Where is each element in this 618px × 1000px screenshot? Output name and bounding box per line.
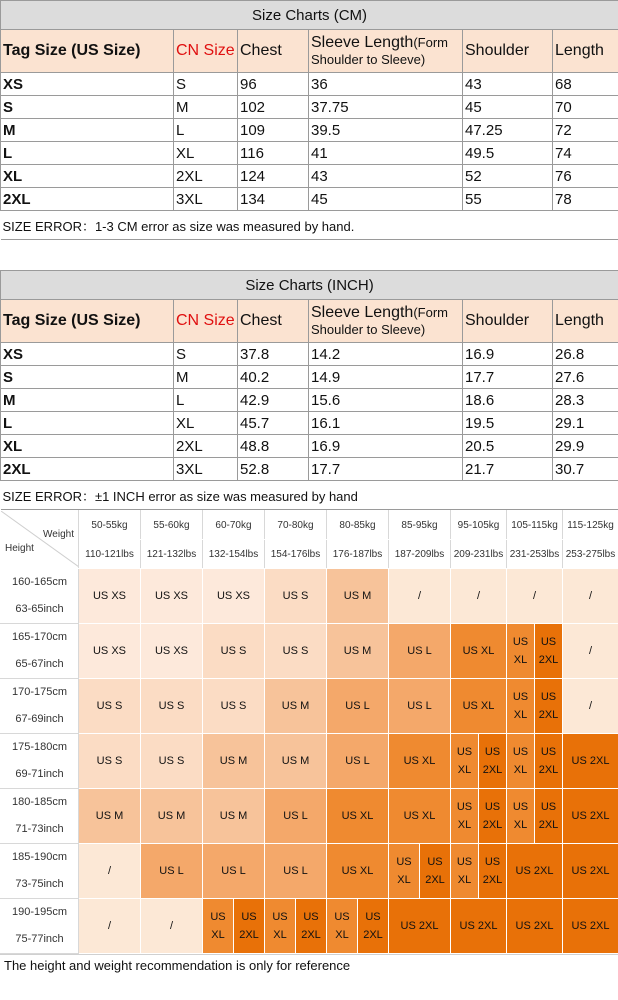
weight-kg-header: 50-55kg bbox=[79, 511, 141, 540]
weight-lbs-header: 132-154lbs bbox=[203, 540, 265, 569]
cm-chest-cell: 109 bbox=[238, 119, 309, 142]
height-header bbox=[1, 844, 79, 899]
recommendation-cell: US L bbox=[327, 734, 389, 789]
recommendation-subcell: US 2XL bbox=[357, 899, 388, 953]
recommendation-cell bbox=[389, 844, 451, 899]
cm-cn-size-cell: S bbox=[174, 73, 238, 96]
recommendation-cell bbox=[265, 899, 327, 954]
recommendation-cell: US 2XL bbox=[563, 734, 618, 789]
recommendation-cell: US L bbox=[203, 844, 265, 899]
recommendation-subcell: US 2XL bbox=[419, 844, 450, 898]
cm-sleeve-cell: 39.5 bbox=[309, 119, 463, 142]
inch-cn-size-cell: L bbox=[174, 389, 238, 412]
height-cm-label: 180-185cm bbox=[11, 796, 68, 808]
cm-cn-size-cell: M bbox=[174, 96, 238, 119]
recommendation-subcell: US 2XL bbox=[295, 899, 326, 953]
inch-chest-cell: 42.9 bbox=[238, 389, 309, 412]
recommendation-subcell: US XL bbox=[203, 899, 233, 953]
recommendation-cell bbox=[203, 899, 265, 954]
recommendation-cell: US L bbox=[265, 789, 327, 844]
recommendation-cell: / bbox=[141, 899, 203, 954]
cm-sleeve-cell: 37.75 bbox=[309, 96, 463, 119]
inch-chest-cell: 48.8 bbox=[238, 435, 309, 458]
recommendation-subcell: US XL bbox=[507, 624, 534, 678]
inch-shoulder-cell: 19.5 bbox=[463, 412, 553, 435]
cm-chart-title: Size Charts (CM) bbox=[1, 1, 618, 30]
height-inch-label: 63-65inch bbox=[15, 603, 64, 615]
grid-corner-header bbox=[1, 511, 79, 569]
cm-header-row bbox=[1, 30, 618, 73]
cm-chest-cell: 134 bbox=[238, 188, 309, 211]
height-row bbox=[1, 844, 618, 899]
recommendation-cell: / bbox=[563, 624, 618, 679]
recommendation-cell: US 2XL bbox=[563, 899, 618, 954]
recommendation-cell: US S bbox=[79, 734, 141, 789]
recommendation-cell: US M bbox=[327, 569, 389, 624]
cm-header-tag: Tag Size (US Size) bbox=[1, 30, 174, 73]
inch-header-shoulder: Shoulder bbox=[463, 300, 553, 343]
cm-sleeve-cell: 45 bbox=[309, 188, 463, 211]
recommendation-cell: US XL bbox=[451, 624, 507, 679]
recommendation-subcell: US 2XL bbox=[534, 679, 562, 733]
recommendation-cell: US S bbox=[203, 624, 265, 679]
recommendation-cell: US M bbox=[203, 734, 265, 789]
cm-chest-cell: 116 bbox=[238, 142, 309, 165]
cm-sleeve-cell: 43 bbox=[309, 165, 463, 188]
weight-lbs-header: 176-187lbs bbox=[327, 540, 389, 569]
recommendation-cell: US XL bbox=[451, 679, 507, 734]
weight-kg-header: 95-105kg bbox=[451, 511, 507, 540]
height-row bbox=[1, 899, 618, 954]
cm-cn-size-cell: 2XL bbox=[174, 165, 238, 188]
recommendation-subcell: US 2XL bbox=[478, 844, 506, 898]
weight-lbs-header: 209-231lbs bbox=[451, 540, 507, 569]
cm-length-cell: 68 bbox=[553, 73, 618, 96]
recommendation-cell bbox=[507, 679, 563, 734]
inch-tag-size-cell: XS bbox=[1, 343, 174, 366]
cm-chest-cell: 124 bbox=[238, 165, 309, 188]
cm-shoulder-cell: 47.25 bbox=[463, 119, 553, 142]
cm-chest-cell: 96 bbox=[238, 73, 309, 96]
weight-kg-header: 80-85kg bbox=[327, 511, 389, 540]
inch-length-cell: 30.7 bbox=[553, 458, 618, 481]
cm-header-chest: Chest bbox=[238, 30, 309, 73]
cm-header-cn: CN Size bbox=[174, 30, 238, 73]
recommendation-cell: US M bbox=[265, 679, 327, 734]
inch-chest-cell: 52.8 bbox=[238, 458, 309, 481]
inch-tag-size-cell: 2XL bbox=[1, 458, 174, 481]
recommendation-cell: US XS bbox=[203, 569, 265, 624]
weight-kg-header: 70-80kg bbox=[265, 511, 327, 540]
inch-sleeve-cell: 16.9 bbox=[309, 435, 463, 458]
inch-tag-size-cell: XL bbox=[1, 435, 174, 458]
inch-header-sleeve: Sleeve Length(Form Shoulder to Sleeve) bbox=[309, 300, 463, 343]
cm-length-cell: 74 bbox=[553, 142, 618, 165]
recommendation-cell bbox=[507, 789, 563, 844]
inch-shoulder-cell: 16.9 bbox=[463, 343, 553, 366]
height-header bbox=[1, 899, 79, 954]
inch-sleeve-cell: 16.1 bbox=[309, 412, 463, 435]
recommendation-cell: US S bbox=[203, 679, 265, 734]
recommendation-cell: US L bbox=[389, 624, 451, 679]
recommendation-cell: US S bbox=[141, 734, 203, 789]
weight-kg-header: 55-60kg bbox=[141, 511, 203, 540]
recommendation-cell: US 2XL bbox=[563, 789, 618, 844]
inch-size-row bbox=[1, 458, 618, 481]
weight-kg-header: 60-70kg bbox=[203, 511, 265, 540]
inch-header-chest: Chest bbox=[238, 300, 309, 343]
cm-sleeve-cell: 36 bbox=[309, 73, 463, 96]
weight-lbs-header: 154-176lbs bbox=[265, 540, 327, 569]
height-header bbox=[1, 569, 79, 624]
recommendation-subcell: US 2XL bbox=[534, 789, 562, 843]
inch-size-error-note: SIZE ERROR：±1 INCH error as size was measured by hand bbox=[1, 481, 618, 510]
cm-size-row bbox=[1, 165, 618, 188]
recommendation-subcell: US XL bbox=[389, 844, 419, 898]
height-cm-label: 165-170cm bbox=[11, 631, 68, 643]
cm-header-length: Length bbox=[553, 30, 618, 73]
height-inch-label: 75-77inch bbox=[15, 933, 64, 945]
recommendation-cell: / bbox=[389, 569, 451, 624]
cm-tag-size-cell: S bbox=[1, 96, 174, 119]
height-cm-label: 185-190cm bbox=[11, 851, 68, 863]
cm-size-row bbox=[1, 119, 618, 142]
inch-header-cn: CN Size bbox=[174, 300, 238, 343]
recommendation-cell: US S bbox=[79, 679, 141, 734]
height-row bbox=[1, 789, 618, 844]
recommendation-subcell: US 2XL bbox=[478, 734, 506, 788]
inch-size-row bbox=[1, 343, 618, 366]
height-row bbox=[1, 569, 618, 624]
cm-chest-cell: 102 bbox=[238, 96, 309, 119]
height-cm-label: 175-180cm bbox=[11, 741, 68, 753]
height-header bbox=[1, 734, 79, 789]
height-inch-label: 73-75inch bbox=[15, 878, 64, 890]
height-header bbox=[1, 624, 79, 679]
recommendation-cell bbox=[507, 734, 563, 789]
inch-length-cell: 29.1 bbox=[553, 412, 618, 435]
cm-shoulder-cell: 49.5 bbox=[463, 142, 553, 165]
cm-tag-size-cell: XS bbox=[1, 73, 174, 96]
recommendation-subcell: US 2XL bbox=[233, 899, 264, 953]
inch-chest-cell: 40.2 bbox=[238, 366, 309, 389]
inch-cn-size-cell: 2XL bbox=[174, 435, 238, 458]
inch-header-tag: Tag Size (US Size) bbox=[1, 300, 174, 343]
cm-length-cell: 76 bbox=[553, 165, 618, 188]
recommendation-cell: / bbox=[507, 569, 563, 624]
recommendation-subcell: US 2XL bbox=[534, 624, 562, 678]
inch-size-row bbox=[1, 435, 618, 458]
inch-chart-title: Size Charts (INCH) bbox=[1, 271, 618, 300]
recommendation-subcell: US 2XL bbox=[534, 734, 562, 788]
recommendation-cell: US M bbox=[327, 624, 389, 679]
weight-lbs-header: 110-121lbs bbox=[79, 540, 141, 569]
inch-chest-cell: 37.8 bbox=[238, 343, 309, 366]
inch-shoulder-cell: 17.7 bbox=[463, 366, 553, 389]
height-cm-label: 160-165cm bbox=[11, 576, 68, 588]
inch-tag-size-cell: M bbox=[1, 389, 174, 412]
inch-cn-size-cell: 3XL bbox=[174, 458, 238, 481]
recommendation-cell: US XS bbox=[79, 569, 141, 624]
weight-lbs-header: 121-132lbs bbox=[141, 540, 203, 569]
weight-lbs-header: 187-209lbs bbox=[389, 540, 451, 569]
inch-size-row bbox=[1, 389, 618, 412]
recommendation-cell: US L bbox=[141, 844, 203, 899]
cm-cn-size-cell: 3XL bbox=[174, 188, 238, 211]
height-cm-label: 170-175cm bbox=[11, 686, 68, 698]
recommendation-cell: US 2XL bbox=[507, 844, 563, 899]
inch-cn-size-cell: M bbox=[174, 366, 238, 389]
height-row bbox=[1, 624, 618, 679]
recommendation-cell: US XS bbox=[141, 624, 203, 679]
weight-lbs-header: 253-275lbs bbox=[563, 540, 618, 569]
cm-cn-size-cell: XL bbox=[174, 142, 238, 165]
recommendation-subcell: US XL bbox=[507, 789, 534, 843]
recommendation-cell: US XS bbox=[141, 569, 203, 624]
cm-cn-size-cell: L bbox=[174, 119, 238, 142]
recommendation-cell: US L bbox=[265, 844, 327, 899]
recommendation-cell: US XS bbox=[79, 624, 141, 679]
recommendation-cell bbox=[451, 789, 507, 844]
recommendation-cell: US 2XL bbox=[563, 844, 618, 899]
height-row bbox=[1, 734, 618, 789]
height-inch-label: 65-67inch bbox=[15, 658, 64, 670]
weight-kg-header: 115-125kg bbox=[563, 511, 618, 540]
size-chart-cm bbox=[0, 0, 618, 240]
inch-length-cell: 27.6 bbox=[553, 366, 618, 389]
recommendation-subcell: US XL bbox=[507, 679, 534, 733]
height-axis-label: Height bbox=[5, 543, 34, 554]
cm-size-row bbox=[1, 73, 618, 96]
inch-shoulder-cell: 18.6 bbox=[463, 389, 553, 412]
recommendation-cell: US S bbox=[265, 624, 327, 679]
height-header bbox=[1, 679, 79, 734]
recommendation-cell: / bbox=[563, 679, 618, 734]
inch-cn-size-cell: XL bbox=[174, 412, 238, 435]
height-cm-label: 190-195cm bbox=[11, 906, 68, 918]
recommendation-subcell: US XL bbox=[265, 899, 295, 953]
recommendation-cell: US M bbox=[141, 789, 203, 844]
height-inch-label: 69-71inch bbox=[15, 768, 64, 780]
cm-size-row bbox=[1, 188, 618, 211]
recommendation-cell: / bbox=[451, 569, 507, 624]
height-weight-recommendation bbox=[0, 510, 618, 954]
cm-length-cell: 72 bbox=[553, 119, 618, 142]
inch-tag-size-cell: L bbox=[1, 412, 174, 435]
recommendation-subcell: US XL bbox=[327, 899, 357, 953]
height-inch-label: 71-73inch bbox=[15, 823, 64, 835]
inch-length-cell: 26.8 bbox=[553, 343, 618, 366]
inch-sleeve-cell: 17.7 bbox=[309, 458, 463, 481]
recommendation-cell: / bbox=[563, 569, 618, 624]
weight-kg-header: 85-95kg bbox=[389, 511, 451, 540]
cm-shoulder-cell: 45 bbox=[463, 96, 553, 119]
cm-size-row bbox=[1, 96, 618, 119]
cm-size-error-note: SIZE ERROR：1-3 CM error as size was measured by hand. bbox=[1, 211, 618, 240]
recommendation-cell bbox=[327, 899, 389, 954]
cm-shoulder-cell: 55 bbox=[463, 188, 553, 211]
cm-header-shoulder: Shoulder bbox=[463, 30, 553, 73]
recommendation-cell: US M bbox=[203, 789, 265, 844]
recommendation-cell bbox=[451, 734, 507, 789]
recommendation-subcell: US XL bbox=[451, 789, 478, 843]
cm-tag-size-cell: 2XL bbox=[1, 188, 174, 211]
recommendation-cell: / bbox=[79, 899, 141, 954]
recommendation-cell: US XL bbox=[327, 789, 389, 844]
recommendation-cell: US M bbox=[265, 734, 327, 789]
recommendation-cell: US S bbox=[141, 679, 203, 734]
inch-sleeve-cell: 14.9 bbox=[309, 366, 463, 389]
cm-tag-size-cell: L bbox=[1, 142, 174, 165]
recommendation-cell: US XL bbox=[389, 789, 451, 844]
recommendation-subcell: US XL bbox=[507, 734, 534, 788]
inch-header-row bbox=[1, 300, 618, 343]
inch-header-length: Length bbox=[553, 300, 618, 343]
inch-cn-size-cell: S bbox=[174, 343, 238, 366]
recommendation-cell bbox=[507, 624, 563, 679]
inch-length-cell: 28.3 bbox=[553, 389, 618, 412]
inch-length-cell: 29.9 bbox=[553, 435, 618, 458]
recommendation-cell: US XL bbox=[327, 844, 389, 899]
inch-shoulder-cell: 20.5 bbox=[463, 435, 553, 458]
recommendation-cell: US 2XL bbox=[389, 899, 451, 954]
inch-size-row bbox=[1, 412, 618, 435]
cm-length-cell: 70 bbox=[553, 96, 618, 119]
height-header bbox=[1, 789, 79, 844]
cm-tag-size-cell: XL bbox=[1, 165, 174, 188]
cm-length-cell: 78 bbox=[553, 188, 618, 211]
recommendation-cell: US L bbox=[389, 679, 451, 734]
cm-size-row bbox=[1, 142, 618, 165]
inch-size-row bbox=[1, 366, 618, 389]
inch-tag-size-cell: S bbox=[1, 366, 174, 389]
size-chart-inch bbox=[0, 270, 618, 510]
height-inch-label: 67-69inch bbox=[15, 713, 64, 725]
recommendation-cell: US 2XL bbox=[507, 899, 563, 954]
recommendation-subcell: US XL bbox=[451, 844, 478, 898]
inch-chest-cell: 45.7 bbox=[238, 412, 309, 435]
height-row bbox=[1, 679, 618, 734]
weight-kg-header: 105-115kg bbox=[507, 511, 563, 540]
inch-sleeve-cell: 14.2 bbox=[309, 343, 463, 366]
inch-shoulder-cell: 21.7 bbox=[463, 458, 553, 481]
cm-sleeve-cell: 41 bbox=[309, 142, 463, 165]
recommendation-cell bbox=[451, 844, 507, 899]
recommendation-cell: US XL bbox=[389, 734, 451, 789]
inch-sleeve-cell: 15.6 bbox=[309, 389, 463, 412]
recommendation-cell: / bbox=[79, 844, 141, 899]
cm-tag-size-cell: M bbox=[1, 119, 174, 142]
recommendation-footnote: The height and weight recommendation is only for reference bbox=[0, 954, 618, 977]
recommendation-cell: US M bbox=[79, 789, 141, 844]
weight-axis-label: Weight bbox=[43, 529, 74, 540]
weight-lbs-header: 231-253lbs bbox=[507, 540, 563, 569]
cm-header-sleeve: Sleeve Length(Form Shoulder to Sleeve) bbox=[309, 30, 463, 73]
recommendation-cell: US 2XL bbox=[451, 899, 507, 954]
recommendation-cell: US L bbox=[327, 679, 389, 734]
recommendation-subcell: US 2XL bbox=[478, 789, 506, 843]
recommendation-subcell: US XL bbox=[451, 734, 478, 788]
recommendation-cell: US S bbox=[265, 569, 327, 624]
cm-shoulder-cell: 52 bbox=[463, 165, 553, 188]
cm-shoulder-cell: 43 bbox=[463, 73, 553, 96]
